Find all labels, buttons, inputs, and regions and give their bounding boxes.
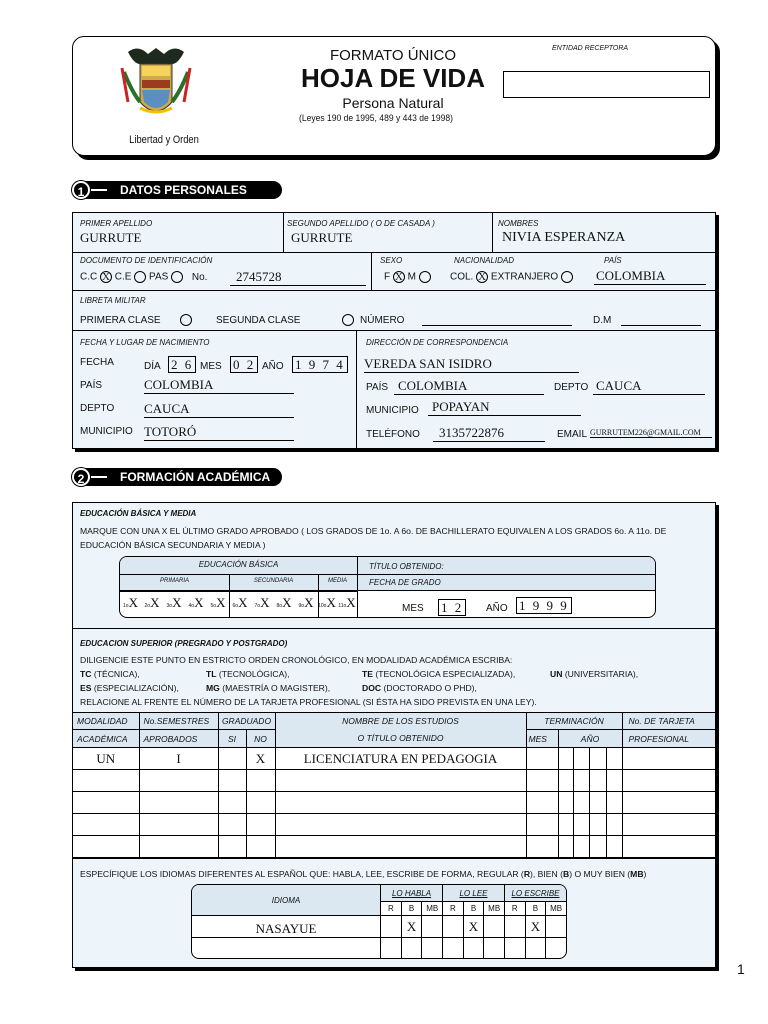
education-ano-cell-4[interactable] [606, 792, 622, 814]
lee-mb: MB [484, 902, 505, 916]
grades-row [120, 595, 357, 615]
education-nombre-cell[interactable] [275, 836, 526, 858]
dia-value[interactable]: 2 6 [168, 356, 196, 373]
escribe-mb: MB [546, 902, 567, 916]
grade-3-mark: X [172, 595, 182, 610]
education-ano-cell-3[interactable] [589, 836, 606, 858]
grade-6-box[interactable] [229, 595, 251, 615]
idioma-col: IDIOMA [192, 885, 381, 916]
grado-mes-label: MES [402, 603, 424, 614]
section1-number: 1 [72, 181, 90, 199]
idiomas-instr-text: ESPECÍFIQUE LOS IDIOMAS DIFERENTES AL ESPAÑOL QUE: HABLA, LEE, ESCRIBE DE FORMA, REGULAR ( [80, 869, 524, 879]
numero-label: NÚMERO [360, 315, 405, 326]
nac-col-label: COL. [450, 271, 474, 283]
education-si-cell[interactable] [218, 836, 246, 858]
doc-no-label: No. [191, 271, 208, 283]
education-si-cell[interactable] [218, 748, 246, 770]
col-modalidad-1: MODALIDAD [73, 713, 139, 730]
idiomas-table-wrap [191, 884, 567, 959]
doc-number-value[interactable]: 2745728 [230, 269, 366, 286]
idiomas-instructions [80, 869, 646, 879]
escribe-r: R [504, 902, 525, 916]
idioma-2-cell[interactable] [504, 938, 525, 960]
idioma-2-cell[interactable] [525, 938, 546, 960]
habla-b: B [401, 902, 422, 916]
education-nombre-cell[interactable] [275, 770, 526, 792]
superior-title: EDUCACION SUPERIOR (PREGRADO Y POSTGRADO) [80, 639, 288, 648]
basica-div-main [357, 557, 358, 618]
titulo-line [357, 574, 656, 575]
grade-label: 11o [338, 603, 347, 609]
idioma-1-lee-mb[interactable] [484, 916, 505, 938]
libreta-label: LIBRETA MILITAR [80, 296, 146, 305]
idioma-1-lee-b[interactable]: X [463, 916, 484, 938]
idioma-1-escribe-r[interactable] [504, 916, 525, 938]
sexo-label: SEXO [380, 256, 403, 265]
education-modalidad-cell[interactable] [73, 814, 139, 836]
habla-r: R [381, 902, 402, 916]
grade-8-mark: X [282, 595, 292, 610]
education-si-cell[interactable] [218, 792, 246, 814]
idioma-row-2 [192, 938, 567, 960]
coat-of-arms-icon [118, 42, 194, 132]
email-label: EMAIL [557, 429, 588, 440]
edu-basica-label: EDUCACIÓN BÁSICA [198, 560, 279, 569]
education-no-cell[interactable] [246, 770, 275, 792]
education-ano-cell-2[interactable] [573, 770, 589, 792]
education-mes-cell[interactable] [526, 836, 558, 858]
superior-header-row1 [73, 713, 715, 730]
idiomas-table [191, 884, 567, 959]
education-tarjeta-cell[interactable] [622, 748, 715, 770]
section2-connector [91, 476, 107, 478]
es-code: ES (ESPECIALIZACIÓN), [80, 683, 179, 693]
doc-type-row [80, 271, 207, 283]
grade-6-mark: X [238, 595, 248, 610]
education-semestres-cell[interactable] [139, 836, 218, 858]
relacione-text: RELACIONE AL FRENTE EL NÚMERO DE LA TARJETA PROFESIONAL (SI ÉSTA HA SIDO PREVISTA EN UNA LEY). [80, 697, 537, 707]
depto-dir-value[interactable]: CAUCA [593, 378, 705, 395]
idioma-2-cell[interactable] [381, 938, 402, 960]
primer-apellido-label: PRIMER APELLIDO [80, 219, 153, 228]
education-nombre-cell[interactable] [275, 814, 526, 836]
grade-label: 9o [298, 603, 305, 609]
primaria-label: PRIMARIA [159, 578, 189, 584]
doc-cc-mark: X [102, 271, 110, 283]
col-ano: AÑO [558, 730, 622, 748]
education-no-cell[interactable] [246, 792, 275, 814]
grade-2-box[interactable] [141, 595, 163, 615]
doc-pas-label: PAS [149, 271, 169, 283]
education-ano-cell-3[interactable] [589, 748, 606, 770]
s1-row2-div [371, 252, 372, 290]
education-nombre-cell[interactable] [275, 792, 526, 814]
dia-label: DÍA [144, 361, 161, 372]
idioma-2-name[interactable] [192, 938, 381, 960]
education-ano-cell-3[interactable] [589, 814, 606, 836]
idioma-2-cell[interactable] [443, 938, 464, 960]
grade-11-mark: X [346, 595, 356, 610]
fecha-label: FECHA [80, 357, 114, 368]
grade-label: 3o [166, 603, 173, 609]
section2-number: 2 [72, 468, 90, 486]
idioma-2-cell[interactable] [422, 938, 443, 960]
lo-lee-col: LO LEE [443, 885, 505, 902]
sexo-row [384, 271, 431, 283]
tl-code: TL (TECNOLÓGICA), [206, 669, 290, 679]
s1-row4-div [356, 330, 357, 449]
grade-label: 2o [144, 603, 151, 609]
lee-r: R [443, 902, 464, 916]
sexo-f-label: F [384, 271, 391, 283]
pais-value[interactable]: COLOMBIA [594, 268, 706, 285]
grade-5-box[interactable] [207, 595, 229, 615]
grade-4-mark: X [194, 595, 204, 610]
education-ano-cell-1[interactable] [558, 748, 573, 770]
col-graduado: GRADUADO [218, 713, 275, 730]
idioma-1-lee-r[interactable] [443, 916, 464, 938]
entidad-label: ENTIDAD RECEPTORA [552, 45, 629, 52]
grade-3-box[interactable] [163, 595, 185, 615]
education-ano-cell-1[interactable] [558, 792, 573, 814]
education-ano-cell-4[interactable] [606, 770, 622, 792]
grade-label: 8o [276, 603, 283, 609]
idioma-2-cell[interactable] [401, 938, 422, 960]
grade-1-box[interactable] [120, 595, 141, 615]
idioma-1-habla-r[interactable] [381, 916, 402, 938]
nac-col-mark: X [478, 271, 487, 283]
grade-8-box[interactable] [273, 595, 295, 615]
idiomas-r: R [523, 869, 531, 879]
education-semestres-cell[interactable] [139, 792, 218, 814]
grado-mes-value[interactable]: 1 2 [438, 599, 466, 616]
ano-label: AÑO [262, 361, 284, 372]
education-ano-cell-4[interactable] [606, 814, 622, 836]
s1-row1-div2 [492, 212, 493, 252]
education-semestres-cell[interactable]: I [139, 748, 218, 770]
idioma-2-cell[interactable] [484, 938, 505, 960]
grade-5-mark: X [216, 595, 226, 610]
education-tarjeta-cell[interactable] [622, 836, 715, 858]
direccion-label: DIRECCIÓN DE CORRESPONDENCIA [366, 338, 509, 347]
lee-b: B [463, 902, 484, 916]
education-modalidad-cell[interactable] [73, 792, 139, 814]
mes-label: MES [200, 361, 222, 372]
sexo-m-label: M [407, 271, 417, 283]
te-code: TE (TECNOLÓGICA ESPECIALIZADA), [362, 669, 516, 679]
col-no: NO [246, 730, 275, 748]
lo-escribe-col: LO ESCRIBE [504, 885, 566, 902]
basica-line2 [120, 591, 357, 592]
nac-col-radio[interactable] [476, 271, 488, 283]
doc-pas-radio[interactable] [171, 271, 183, 283]
col-semestres-1: No.SEMESTRES [139, 713, 218, 730]
grade-7-box[interactable] [251, 595, 273, 615]
education-ano-cell-3[interactable] [589, 770, 606, 792]
media-label: MEDIA [327, 578, 347, 584]
grade-label: 1o [123, 603, 129, 609]
pais-nac-value[interactable]: COLOMBIA [144, 377, 294, 394]
page-number: 1 [737, 961, 745, 977]
laws-text: (Leyes 190 de 1995, 489 y 443 de 1998) [298, 113, 454, 123]
education-row [73, 792, 715, 814]
idioma-2-cell[interactable] [463, 938, 484, 960]
doc-cc-radio[interactable] [100, 271, 112, 283]
mes-value[interactable]: 0 2 [230, 356, 258, 373]
grado-ano-label: AÑO [486, 603, 508, 614]
education-row [73, 836, 715, 858]
education-ano-cell-4[interactable] [606, 836, 622, 858]
lo-habla-col: LO HABLA [381, 885, 443, 902]
education-ano-cell-1[interactable] [558, 836, 573, 858]
idioma-1-escribe-mb[interactable] [546, 916, 567, 938]
doc-ce-radio[interactable] [134, 271, 146, 283]
grade-9-box[interactable] [295, 595, 317, 615]
grade-2-mark: X [150, 595, 160, 610]
education-ano-cell-4[interactable] [606, 748, 622, 770]
superior-instructions: DILIGENCIE ESTE PUNTO EN ESTRICTO ORDEN CRONOLÓGICO, EN MODALIDAD ACADÉMICA ESCRIBA: [80, 655, 513, 665]
education-no-cell[interactable] [246, 836, 275, 858]
idiomas-mid2: ) O MUY BIEN ( [569, 869, 631, 879]
s1-row3-bottom [72, 330, 716, 331]
education-ano-cell-2[interactable] [573, 748, 589, 770]
s1-row1-bottom [72, 252, 716, 253]
municipio-dir-value[interactable]: POPAYAN [428, 399, 581, 416]
doc-code: DOC (DOCTORADO O PHD), [362, 683, 477, 693]
col-terminacion: TERMINACIÓN [526, 713, 622, 730]
habla-mb: MB [422, 902, 443, 916]
page-title: HOJA DE VIDA [301, 63, 485, 93]
col-tarjeta-2: PROFESIONAL [622, 730, 715, 748]
grado-ano-value[interactable]: 1 9 9 9 [516, 597, 572, 614]
education-semestres-cell[interactable] [139, 770, 218, 792]
col-semestres-2: APROBADOS [139, 730, 218, 748]
education-si-cell[interactable] [218, 770, 246, 792]
idiomas-mb: MB [630, 869, 644, 879]
documento-label: DOCUMENTO DE IDENTIFICACIÓN [80, 256, 213, 265]
education-semestres-cell[interactable] [139, 814, 218, 836]
idioma-1-name[interactable]: NASAYUE [192, 916, 381, 938]
col-modalidad-2: ACADÉMICA [73, 730, 139, 748]
nac-ext-label: EXTRANJERO [490, 271, 559, 283]
education-ano-cell-2[interactable] [573, 814, 589, 836]
pais-nac-label: PAÍS [80, 380, 103, 391]
grade-4-box[interactable] [185, 595, 207, 615]
education-row [73, 770, 715, 792]
dm-label: D.M [593, 315, 612, 326]
doc-cc-label: C.C [80, 271, 98, 283]
un-code: UN (UNIVERSITARIA), [550, 669, 639, 679]
segunda-clase-label: SEGUNDA CLASE [216, 315, 301, 326]
primera-clase-label: PRIMERA CLASE [80, 315, 161, 326]
grade-9-mark: X [304, 595, 314, 610]
education-mes-cell[interactable] [526, 748, 558, 770]
superior-header-row2 [73, 730, 715, 748]
depto-nac-label: DEPTO [80, 403, 115, 414]
nacimiento-label: FECHA Y LUGAR DE NACIMIENTO [80, 338, 210, 347]
nac-ext-radio[interactable] [561, 271, 573, 283]
pais-dir-label: PAÍS [366, 382, 389, 393]
pais-dir-value[interactable]: COLOMBIA [394, 378, 544, 395]
titulo-obtenido-label: TÍTULO OBTENIDO: [369, 562, 444, 571]
nombres-value[interactable]: NIVIA ESPERANZA [502, 230, 626, 245]
education-mes-cell[interactable] [526, 814, 558, 836]
section1-connector [91, 189, 107, 191]
basica-line1 [120, 574, 357, 575]
entidad-field[interactable] [503, 71, 710, 98]
grade-11-box[interactable] [337, 595, 357, 615]
education-ano-cell-1[interactable] [558, 770, 573, 792]
col-nombre-1: NOMBRE DE LOS ESTUDIOS [275, 713, 526, 730]
idioma-row-1 [192, 916, 567, 938]
sexo-f-radio[interactable] [393, 271, 405, 283]
education-no-cell[interactable]: X [246, 748, 275, 770]
motto: Libertad y Orden [129, 134, 199, 146]
education-nombre-cell[interactable]: LICENCIATURA EN PEDAGOGIA [275, 748, 526, 770]
escribe-b: B [525, 902, 546, 916]
subtitle: Persona Natural [342, 95, 444, 111]
education-no-cell[interactable] [246, 814, 275, 836]
idiomas-mid1: ), BIEN ( [530, 869, 563, 879]
segundo-apellido-label: SEGUNDO APELLIDO ( O DE CASADA ) [287, 219, 435, 228]
telefono-label: TELÉFONO [366, 429, 420, 440]
education-modalidad-cell[interactable]: UN [73, 748, 139, 770]
superior-body [73, 748, 715, 858]
primera-clase-radio[interactable] [180, 314, 192, 326]
municipio-nac-value[interactable]: TOTORÓ [144, 424, 294, 441]
col-tarjeta-1: No. DE TARJETA [622, 713, 715, 730]
numero-field[interactable] [422, 312, 572, 326]
modalidad-legend-2 [80, 683, 710, 695]
grade-label: 5o [210, 603, 217, 609]
education-tarjeta-cell[interactable] [622, 792, 715, 814]
education-ano-cell-3[interactable] [589, 792, 606, 814]
section2-title-pill: FORMACIÓN ACADÉMICA [72, 468, 282, 486]
idiomas-header-1 [192, 885, 567, 902]
education-tarjeta-cell[interactable] [622, 770, 715, 792]
education-modalidad-cell[interactable] [73, 836, 139, 858]
doc-ce-label: C.E [114, 271, 132, 283]
idioma-1-habla-mb[interactable] [422, 916, 443, 938]
s1-row2-bottom [72, 290, 716, 291]
grade-label: 7o [254, 603, 261, 609]
education-ano-cell-1[interactable] [558, 814, 573, 836]
education-ano-cell-2[interactable] [573, 836, 589, 858]
fecha-grado-label: FECHA DE GRADO [369, 578, 441, 587]
col-nombre-2: O TÍTULO OBTENIDO [275, 730, 526, 748]
superior-table [73, 712, 715, 858]
primer-apellido-value[interactable]: GURRUTE [80, 230, 142, 245]
sexo-f-mark: X [394, 271, 403, 283]
basica-title: EDUCACIÓN BÁSICA Y MEDIA [80, 509, 197, 518]
idiomas-b: B [562, 869, 570, 879]
nombres-label: NOMBRES [498, 219, 539, 228]
education-tarjeta-cell[interactable] [622, 814, 715, 836]
secundaria-label: SECUNDARIA [253, 578, 294, 584]
basica-instructions: MARQUE CON UNA X EL ÚLTIMO GRADO APROBADO ( LOS GRADOS DE 1o. A 6o. DE BACHILLERATO EQUIVALEN A LOS GRADOS 6o. A 11o. DE EDUCACIÓN BÁSICA SECUNDARIA Y MEDIA ) [80, 526, 667, 550]
education-row [73, 814, 715, 836]
segundo-apellido-value[interactable]: GURRUTE [291, 230, 353, 245]
education-ano-cell-2[interactable] [573, 792, 589, 814]
modalidad-legend-1 [80, 669, 710, 681]
depto-nac-value[interactable]: CAUCA [144, 401, 294, 418]
direccion-value[interactable]: VEREDA SAN ISIDRO [364, 356, 579, 373]
ano-value[interactable]: 1 9 7 4 [292, 356, 348, 373]
grade-10-box[interactable] [317, 595, 337, 615]
grade-label: 10o [318, 603, 327, 609]
idiomas-end: ) [643, 869, 647, 879]
s2-divider1 [72, 628, 716, 629]
grade-label: 4o [188, 603, 195, 609]
grade-10-mark: X [326, 595, 336, 610]
education-modalidad-cell[interactable] [73, 770, 139, 792]
idioma-1-habla-b[interactable]: X [401, 916, 422, 938]
education-si-cell[interactable] [218, 814, 246, 836]
col-mes: MES [526, 730, 558, 748]
section1-title-pill: DATOS PERSONALES [72, 181, 282, 199]
basica-grid [119, 556, 656, 618]
idioma-1-escribe-b[interactable]: X [525, 916, 546, 938]
formato-label: FORMATO ÚNICO [329, 47, 457, 64]
dm-field[interactable] [621, 312, 701, 326]
nacionalidad-row [450, 271, 573, 283]
grade-7-mark: X [260, 595, 270, 610]
s1-row1-div1 [283, 212, 284, 252]
grade-label: 6o [232, 603, 239, 609]
telefono-value[interactable]: 3135722876 [433, 425, 545, 442]
municipio-dir-label: MUNICIPIO [366, 405, 419, 416]
education-mes-cell[interactable] [526, 792, 558, 814]
idioma-2-cell[interactable] [546, 938, 567, 960]
email-value[interactable]: GURRUTEM226@GMAIL.COM [590, 428, 712, 438]
s2-divider2 [72, 858, 716, 859]
education-row [73, 748, 715, 770]
mg-code: MG (MAESTRÍA O MAGISTER), [206, 683, 331, 693]
pais-label: PAÍS [604, 256, 622, 265]
municipio-nac-label: MUNICIPIO [80, 426, 133, 437]
col-si: SI [218, 730, 246, 748]
sexo-m-radio[interactable] [419, 271, 431, 283]
grade-1-mark: X [128, 595, 138, 610]
nacionalidad-label: NACIONALIDAD [454, 256, 515, 265]
tc-code: TC (TÉCNICA), [80, 669, 140, 679]
depto-dir-label: DEPTO [554, 382, 589, 393]
education-mes-cell[interactable] [526, 770, 558, 792]
